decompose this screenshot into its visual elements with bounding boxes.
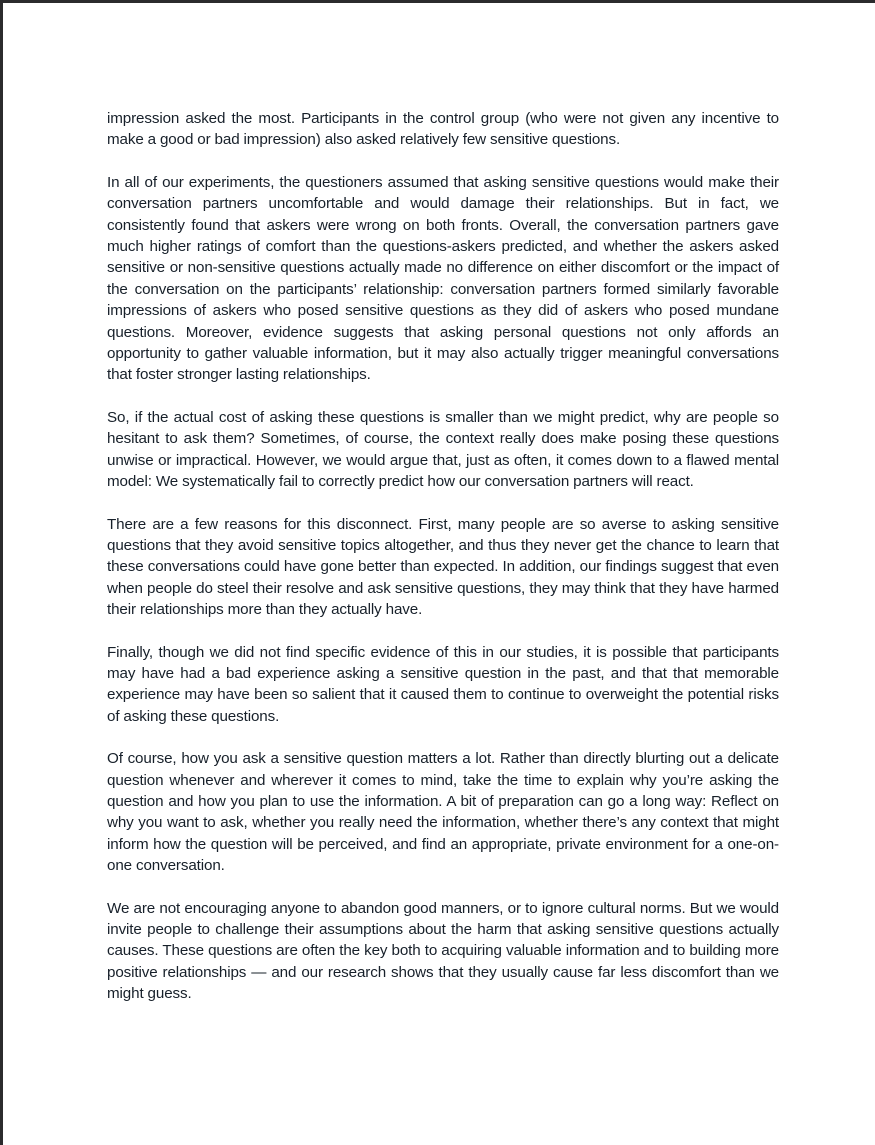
body-paragraph-1: impression asked the most. Participants in the control group (who were not given any incentive to make a good or bad impression) also asked relatively few sensitive questions.: [107, 110, 779, 149]
body-paragraph-5: Finally, though we did not find specific evidence of this in our studies, it is possible that participants may have had a bad experience asking a sensitive question in the past, and that that memorable experience may have been so salient that it caused them to continue to overweight the potential risks of asking these questions.: [107, 643, 779, 725]
body-paragraph-3: So, if the actual cost of asking these questions is smaller than we might predict, why are people so hesitant to ask them? Sometimes, of course, the context really does make posing these questions unwise or impractical. However, we would argue that, just as often, it comes down to a flawed mental model: We systematically fail to correctly predict how our conversation partners will react.: [107, 408, 779, 491]
body-paragraph-2: In all of our experiments, the questioners assumed that asking sensitive questions would make their conversation partners uncomfortable and would damage their relationships. But in fact, we consistently found that askers were wrong on both fronts. Overall, the conversation partners gave much higher ratings of comfort than the questions-askers predicted, and whether the askers asked sensitive or non-sensitive questions actually made no difference on either discomfort or the impact of the conversation on the participants’ relationship: conversation partners formed similarly favorable impressions of askers who posed sensitive questions as they did of askers who posed mundane questions. Moreover, evidence suggests that asking personal questions not only affords an opportunity to gather valuable information, but it may also actually trigger meaningful conversations that foster stronger lasting relationships.: [107, 173, 779, 384]
body-paragraph-6: Of course, how you ask a sensitive question matters a lot. Rather than directly blurting out a delicate question whenever and wherever it comes to mind, take the time to explain why you’re asking the question and how you plan to use the information. A bit of preparation can go a long way: Reflect on why you want to ask, whether you really need the information, whether there’s any context that might inform how the question will be perceived, and find an appropriate, private environment for a one-on-one conversation.: [107, 750, 779, 875]
document-body-text-column: [107, 108, 779, 1005]
body-paragraph-4: There are a few reasons for this disconnect. First, many people are so averse to asking sensitive questions that they avoid sensitive topics altogether, and thus they never get the chance to learn that these conversations could have gone better than expected. In addition, our findings suggest that even when people do steel their resolve and ask sensitive questions, they may think that they have harmed their relationships more than they actually have.: [107, 515, 779, 619]
body-paragraph-7: We are not encouraging anyone to abandon good manners, or to ignore cultural norms. But we would invite people to challenge their assumptions about the harm that asking sensitive questions actually causes. These questions are often the key both to acquiring valuable information and to building more positive relationships — and our research shows that they usually cause far less discomfort than we might guess.: [107, 899, 779, 1003]
